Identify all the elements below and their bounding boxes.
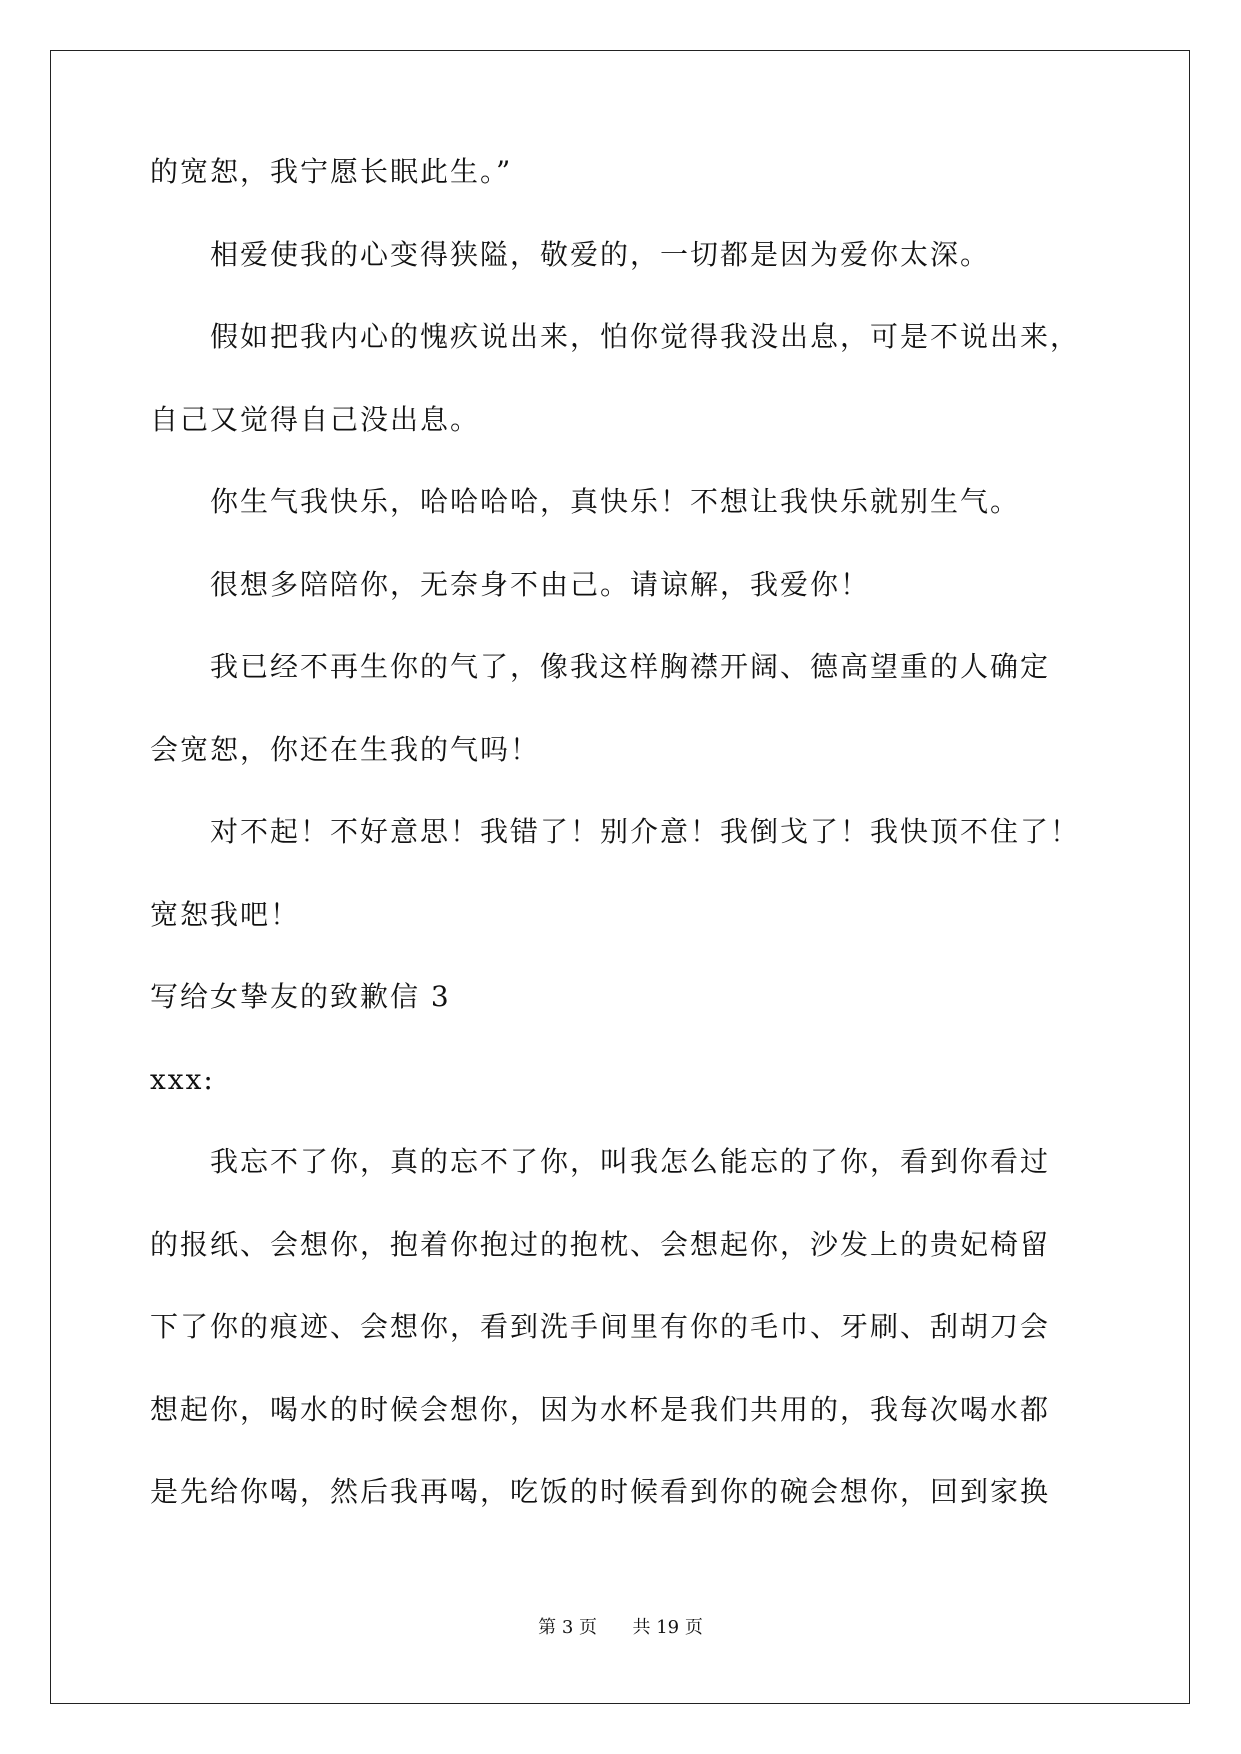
page-footer: [0, 1613, 1241, 1639]
text-line-15: 下了你的痕迹、会想你，看到洗手间里有你的毛巾、牙刷、刮胡刀会: [150, 1310, 1051, 1343]
text-line-2: 相爱使我的心变得狭隘，敬爱的，一切都是因为爱你太深。: [210, 237, 991, 271]
text-line-10: 宽恕我吧！: [150, 897, 301, 931]
text-line-7: 我已经不再生你的气了，像我这样胸襟开阔、德高望重的人确定: [210, 650, 1051, 683]
text-line-17: 是先给你喝，然后我再喝，吃饭的时候看到你的碗会想你，回到家换: [150, 1475, 1051, 1508]
salutation: xxx:: [150, 1062, 215, 1096]
text-line-6: 很想多陪陪你，无奈身不由己。请谅解，我爱你！: [210, 567, 871, 601]
page-number: 第 3 页: [538, 1617, 598, 1638]
text-line-1: 的宽恕，我宁愿长眠此生。”: [150, 155, 513, 188]
text-line-9: 对不起！不好意思！我错了！别介意！我倒戈了！我快顶不住了！: [210, 815, 1081, 848]
text-line-4: 自己又觉得自己没出息。: [150, 402, 481, 436]
page-total: 共 19 页: [632, 1617, 703, 1638]
text-line-5: 你生气我快乐，哈哈哈哈，真快乐！不想让我快乐就别生气。: [210, 485, 1021, 518]
document-body: [150, 150, 1110, 1553]
section-heading: 写给女挚友的致歉信 3: [150, 980, 451, 1013]
text-line-8: 会宽恕，你还在生我的气吗！: [150, 732, 541, 766]
text-line-3: 假如把我内心的愧疚说出来，怕你觉得我没出息，可是不说出来，: [210, 320, 1081, 353]
text-line-16: 想起你，喝水的时候会想你，因为水杯是我们共用的，我每次喝水都: [150, 1392, 1051, 1426]
text-line-13: 我忘不了你，真的忘不了你，叫我怎么能忘的了你，看到你看过: [210, 1145, 1051, 1178]
text-line-14: 的报纸、会想你，抱着你抱过的抱枕、会想起你，沙发上的贵妃椅留: [150, 1227, 1051, 1261]
